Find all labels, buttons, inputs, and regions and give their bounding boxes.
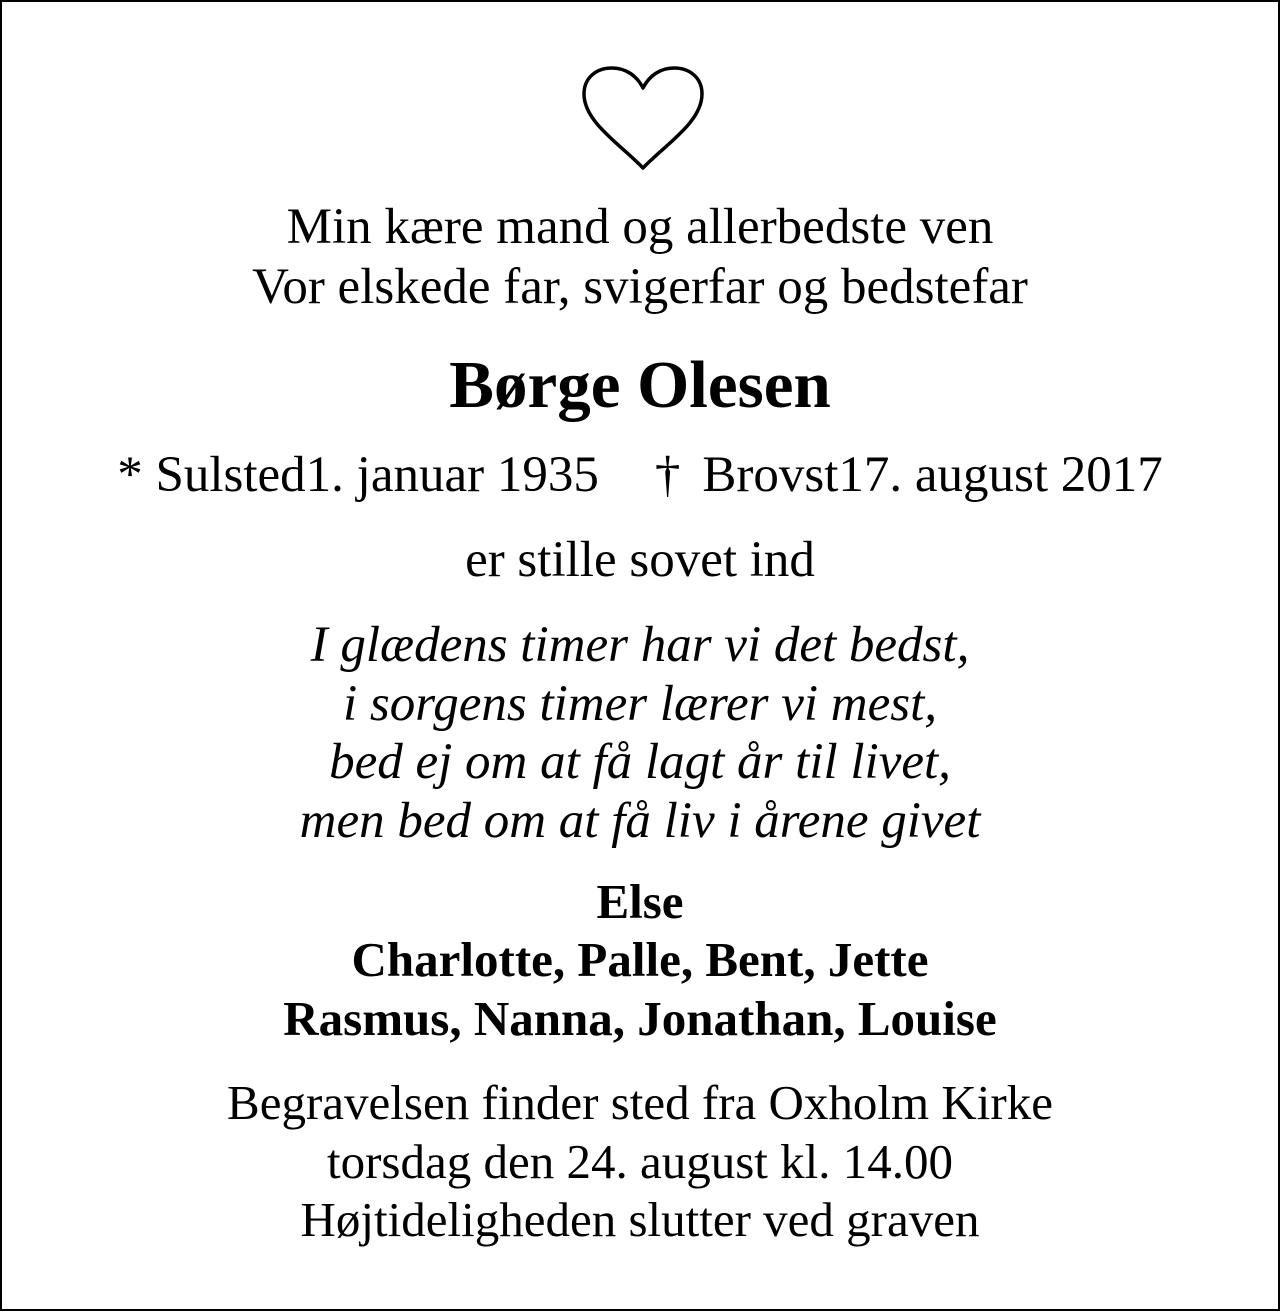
verse-line-1: I glædens timer har vi det bedst,: [310, 617, 970, 673]
verse-line-4: men bed om at få liv i årene givet: [299, 793, 981, 849]
birth-info: * Sulsted1. januar 1935: [117, 447, 599, 503]
dagger-symbol: †: [654, 447, 681, 503]
funeral-line-1: Begravelsen finder sted fra Oxholm Kirke: [227, 1075, 1053, 1130]
heart-outline-icon: [580, 64, 706, 174]
funeral-line-2: torsdag den 24. august kl. 14.00: [326, 1134, 954, 1189]
verse-line-2: i sorgens timer lærer vi mest,: [342, 676, 938, 732]
intro-line-2: Vor elskede far, svigerfar og bedstefar: [252, 259, 1028, 315]
intro-line-1: Min kære mand og allerbedste ven: [286, 199, 994, 255]
deceased-name: Børge Olesen: [449, 348, 831, 422]
passing-text: er stille sovet ind: [465, 532, 815, 588]
funeral-line-3: Højtideligheden slutter ved graven: [300, 1192, 980, 1247]
family-line-1: Else: [596, 874, 684, 929]
verse-line-3: bed ej om at få lagt år til livet,: [329, 734, 951, 790]
family-line-2: Charlotte, Palle, Bent, Jette: [351, 932, 929, 987]
family-line-3: Rasmus, Nanna, Jonathan, Louise: [283, 991, 997, 1046]
dates-line: [2, 447, 1278, 503]
death-info: Brovst17. august 2017: [702, 447, 1163, 503]
